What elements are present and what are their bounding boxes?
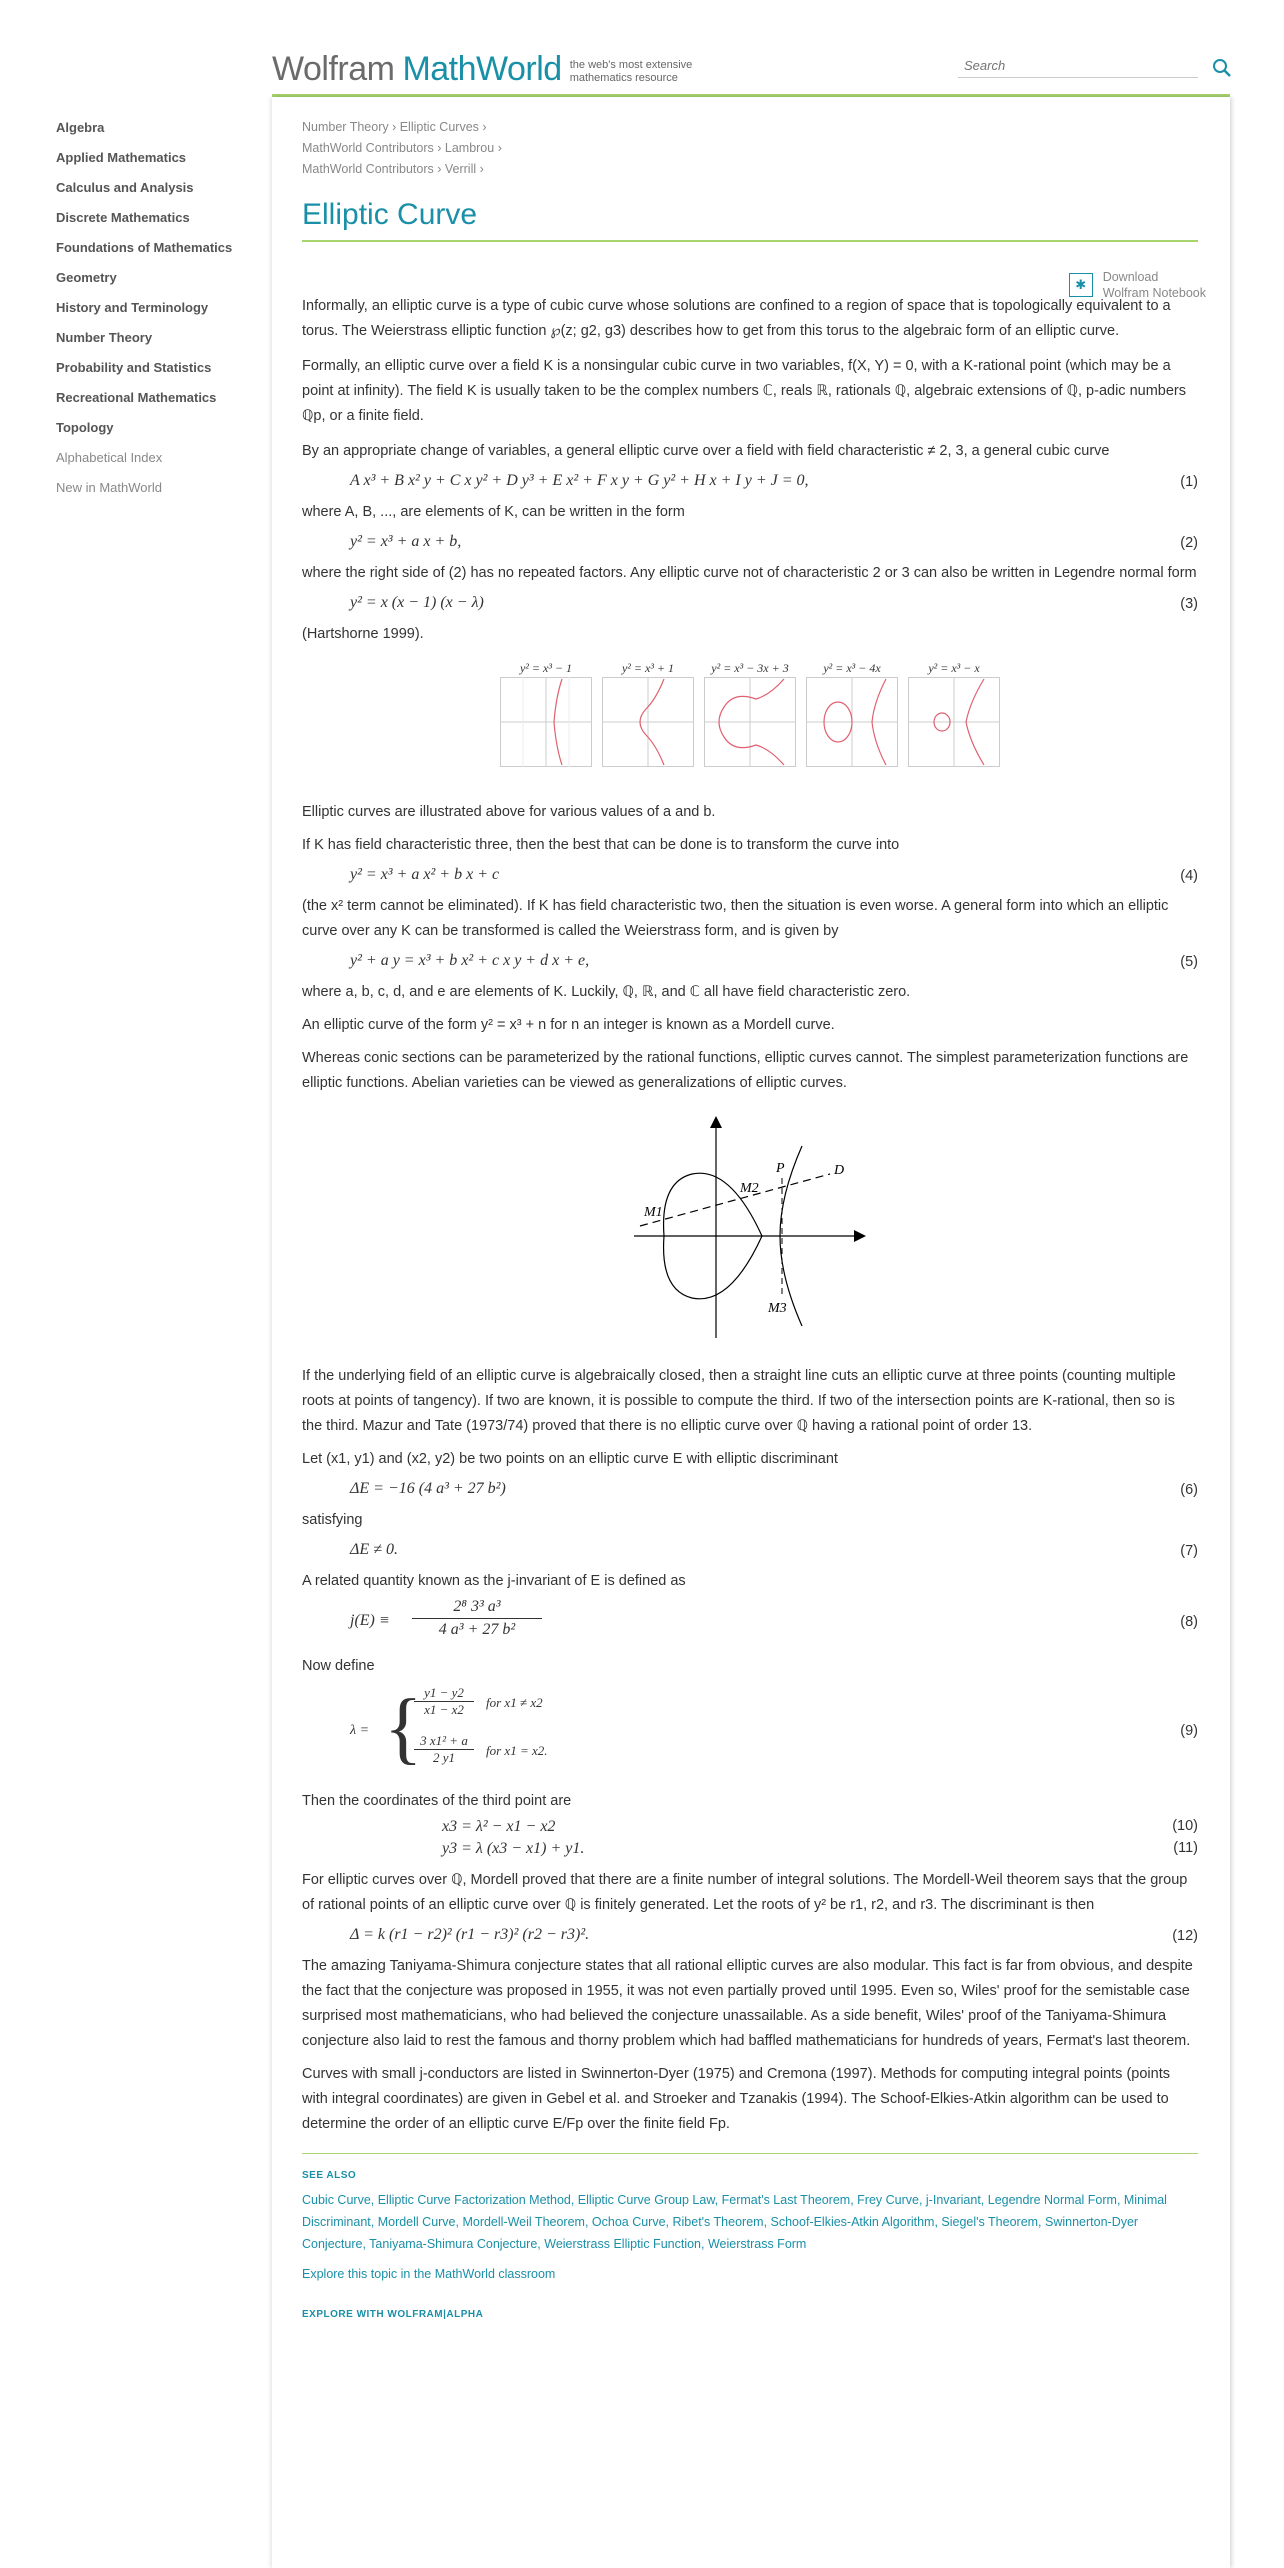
equation: y² = x³ + a x² + b x + c (4) — [350, 866, 1198, 884]
equation: Δ = k (r1 − r2)² (r1 − r3)² (r2 − r3)². (12) — [350, 1926, 1198, 1944]
equation-number: (12) — [1172, 1928, 1198, 1944]
equation-number: (11) — [1173, 1840, 1198, 1856]
paragraph: If K has field characteristic three, then the best that can be done is to transform the curve into — [302, 837, 900, 853]
paragraph: Formally, an elliptic curve over a field K is a nonsingular cubic curve in two variables, f(X, Y) = 0, with a K-rational point (which may be a point at infinity). The field K is usually taken to be the complex numbers ℂ, reals ℝ, rationals ℚ, algebraic extensions of ℚ, p-adic numbers ℚp, or a finite field. — [302, 358, 1186, 424]
paragraph: (the x² term cannot be eliminated). If K has field characteristic two, then the situation is even worse. A general form into which an elliptic curve over any K can be transformed is called the Weierstrass form, and is given by — [302, 898, 1169, 939]
equation-number: (10) — [1172, 1818, 1198, 1834]
article — [302, 117, 1206, 2328]
equation-number: (5) — [1180, 954, 1198, 970]
paragraph: Curves with small j-conductors are listed in Swinnerton-Dyer (1975) and Cremona (1997). Methods for computing integral points (points with integral coordinates) are given in Gebel et al. and Stroeker and Tzanakis (1994). The Schoof-Elkies-Atkin algorithm can be used to determine the order of an elliptic curve E/Fp over the finite field Fp. — [302, 2066, 1170, 2132]
site-header — [272, 44, 1230, 96]
breadcrumb-row: MathWorld Contributors › Lambrou › — [302, 141, 502, 155]
plot-label: y² = x³ − x — [928, 661, 980, 675]
paragraph: For elliptic curves over ℚ, Mordell proved that there are a finite number of integral solutions. The Mordell-Weil theorem says that the group of rational points of an elliptic curve over ℚ is finitely generated. Let the roots of y² be r1, r2, and r3. The discriminant is then — [302, 1872, 1188, 1913]
equation-number: (1) — [1180, 474, 1198, 490]
explore-wolfram-alpha-heading: EXPLORE WITH WOLFRAM|ALPHA — [302, 2309, 484, 2320]
equation: y² = x³ + a x + b, (2) — [350, 533, 1198, 551]
sidebar-nav — [56, 118, 266, 508]
sidebar-item-number-theory[interactable]: Number Theory — [56, 330, 153, 345]
plot-panel — [903, 661, 1005, 772]
search-field[interactable] — [958, 54, 1198, 78]
equation: ΔE ≠ 0. (7) — [350, 1541, 1198, 1559]
breadcrumb-link[interactable]: MathWorld Contributors — [302, 162, 434, 176]
label-p: P — [776, 1161, 785, 1176]
paragraph: where A, B, ..., are elements of K, can be written in the form — [302, 504, 685, 520]
breadcrumb-link[interactable]: Elliptic Curves — [399, 120, 479, 134]
search-input[interactable] — [958, 54, 1198, 77]
equation: ΔE = −16 (4 a³ + 27 b²) (6) — [350, 1480, 1198, 1498]
elliptic-curve-plots — [302, 661, 1198, 772]
equation-number: (3) — [1180, 596, 1198, 612]
paragraph: (Hartshorne 1999). — [302, 626, 424, 642]
breadcrumb-link[interactable]: Lambrou — [444, 141, 495, 155]
plot-panel — [801, 661, 903, 772]
sidebar-item-applied-mathematics[interactable]: Applied Mathematics — [56, 150, 187, 165]
logo-mathworld-text: MathWorld — [402, 50, 562, 88]
sidebar-item-calculus-and-analysis[interactable]: Calculus and Analysis — [56, 180, 194, 195]
plot-label: y² = x³ + 1 — [621, 661, 675, 675]
plot-panel — [495, 661, 597, 772]
paragraph: Now define — [302, 1658, 375, 1674]
equation: x3 = λ² − x1 − x2 (10) — [442, 1818, 1198, 1835]
sidebar-item-algebra[interactable]: Algebra — [56, 120, 105, 135]
sidebar-item-topology[interactable]: Topology — [56, 420, 114, 435]
sidebar-item-probability-and-statistics[interactable]: Probability and Statistics — [56, 360, 212, 375]
equation-number: (7) — [1180, 1543, 1198, 1559]
paragraph: Then the coordinates of the third point are — [302, 1793, 572, 1809]
label-m2: M2 — [740, 1181, 759, 1196]
breadcrumb-row: Number Theory › Elliptic Curves › — [302, 120, 487, 134]
see-also-section — [302, 2153, 1198, 2281]
plot-label: y² = x³ − 3x + 3 — [711, 661, 789, 675]
sidebar-item-foundations-of-mathematics[interactable]: Foundations of Mathematics — [56, 240, 233, 255]
paragraph: satisfying — [302, 1512, 363, 1528]
sidebar-item-discrete-mathematics[interactable]: Discrete Mathematics — [56, 210, 190, 225]
main-content-card — [272, 97, 1230, 2568]
paragraph: By an appropriate change of variables, a general elliptic curve over a field with field characteristic ≠ 2, 3, a general cubic curve — [302, 443, 1110, 459]
equation: y² = x (x − 1) (x − λ) (3) — [350, 594, 1198, 612]
paragraph: Whereas conic sections can be parameterized by the rational functions, elliptic curves cannot. The simplest parameterization functions are elliptic functions. Abelian varieties can be viewed as generalizations of elliptic curves. — [302, 1050, 1189, 1091]
see-also-heading: SEE ALSO — [302, 2170, 357, 2181]
equation: j(E) ≡ 2⁸ 3³ a³ 4 a³ + 27 b² (8) — [350, 1598, 1198, 1638]
plot-label: y² = x³ − 4x — [823, 661, 881, 675]
label-m1: M1 — [644, 1205, 663, 1220]
paragraph: Elliptic curves are illustrated above for various values of a and b. — [302, 804, 716, 820]
sidebar-item-recreational-mathematics[interactable]: Recreational Mathematics — [56, 390, 217, 405]
equation: λ = { y1 − y2 x1 − x2 for x1 ≠ x2 3 x1² + a 2 y1 for x1 = x2. (9) — [350, 1684, 1198, 1772]
equation-number: (6) — [1180, 1482, 1198, 1498]
equation-number: (8) — [1180, 1614, 1198, 1630]
logo-wolfram-text: Wolfram — [272, 50, 395, 88]
search-icon[interactable] — [1212, 58, 1232, 78]
breadcrumb-link[interactable]: MathWorld Contributors — [302, 141, 434, 155]
mathworld-logo[interactable] — [272, 50, 710, 89]
page-title: Elliptic Curve — [302, 198, 1198, 242]
breadcrumb-link[interactable]: Verrill — [444, 162, 477, 176]
download-notebook-label: Download Wolfram Notebook — [1102, 270, 1206, 300]
paragraph: where a, b, c, d, and e are elements of K. Luckily, ℚ, ℝ, and ℂ all have field characteristic zero. — [302, 984, 911, 1000]
equation-number: (4) — [1180, 868, 1198, 884]
see-also-links[interactable]: Cubic Curve, Elliptic Curve Factorization Method, Elliptic Curve Group Law, Fermat's Last Theorem, Frey Curve, j-Invariant, Legendre Normal Form, Minimal Discriminant, Mordell Curve, Mordell-Weil Theorem, Ochoa Curve, Ribet's Theorem, Schoof-Elkies-Atkin Algorithm, Siegel's Theorem, Swinnerton-Dyer Conjecture, Taniyama-Shimura Conjecture, Weierstrass Elliptic Function, Weierstrass Form — [302, 2193, 1167, 2251]
equation: y² + a y = x³ + b x² + c x y + d x + e, (5) — [350, 952, 1198, 970]
logo-tagline: the web's most extensive mathematics resource — [569, 59, 693, 84]
plot-label: y² = x³ − 1 — [519, 661, 573, 675]
plot-panel — [699, 661, 801, 772]
paragraph: The amazing Taniyama-Shimura conjecture states that all rational elliptic curves are also modular. This fact is far from obvious, and despite the fact that the conjecture was proposed in 1955, it was not even partially proved until 1995. Even so, Wiles' proof for the semistable case surprised most mathematicians, who had believed the conjecture unassailable. As a side benefit, Wiles' proof of the Taniyama-Shimura conjecture also laid to rest the famous and thorny problem which had baffled mathematicians for hundreds of years, Fermat's last theorem. — [302, 1958, 1193, 2049]
download-notebook-button[interactable] — [1069, 269, 1206, 301]
sidebar-item-new-in-mathworld[interactable]: New in MathWorld — [56, 480, 162, 495]
breadcrumb — [302, 117, 1198, 180]
paragraph: A related quantity known as the j-invariant of E is defined as — [302, 1573, 686, 1589]
equation-number: (2) — [1180, 535, 1198, 551]
paragraph: If the underlying field of an elliptic curve is algebraically closed, then a straight line cuts an elliptic curve at three points (counting multiple roots at points of tangency). If two are known, it is possible to compute the third. If two of the intersection points are K-rational, then so is the third. Mazur and Tate (1973/74) proved that there is no elliptic curve over ℚ having a rational point of order 13. — [302, 1368, 1176, 1434]
paragraph: An elliptic curve of the form y² = x³ + n for n an integer is known as a Mordell curve. — [302, 1017, 835, 1033]
notebook-icon: ✱ — [1069, 273, 1093, 297]
sidebar-item-geometry[interactable]: Geometry — [56, 270, 117, 285]
paragraph: Informally, an elliptic curve is a type of cubic curve whose solutions are confined to a region of space that is topologically equivalent to a torus. The Weierstrass elliptic function ℘(z; g2, g3) describes how to get from this torus to the algebraic form of an elliptic curve. — [302, 298, 1171, 339]
paragraph: Let (x1, y1) and (x2, y2) be two points on an elliptic curve E with elliptic discriminant — [302, 1451, 838, 1467]
plot-panel — [597, 661, 699, 772]
equation: A x³ + B x² y + C x y² + D y³ + E x² + F x y + G y² + H x + I y + J = 0, (1) — [350, 472, 1198, 490]
sidebar-item-alphabetical-index[interactable]: Alphabetical Index — [56, 450, 163, 465]
sidebar-item-history-and-terminology[interactable]: History and Terminology — [56, 300, 209, 315]
equation-number: (9) — [1180, 1723, 1198, 1739]
label-m3: M3 — [768, 1301, 787, 1316]
explore-classroom-link[interactable]: Explore this topic in the MathWorld classroom — [302, 2267, 556, 2281]
breadcrumb-row: MathWorld Contributors › Verrill › — [302, 162, 484, 176]
chord-diagram — [302, 1116, 1198, 1346]
breadcrumb-link[interactable]: Number Theory — [302, 120, 389, 134]
label-d: D — [834, 1163, 845, 1178]
paragraph: where the right side of (2) has no repeated factors. Any elliptic curve not of characteristic 2 or 3 can also be written in Legendre normal form — [302, 565, 1197, 581]
equation: y3 = λ (x3 − x1) + y1. (11) — [442, 1840, 1198, 1857]
